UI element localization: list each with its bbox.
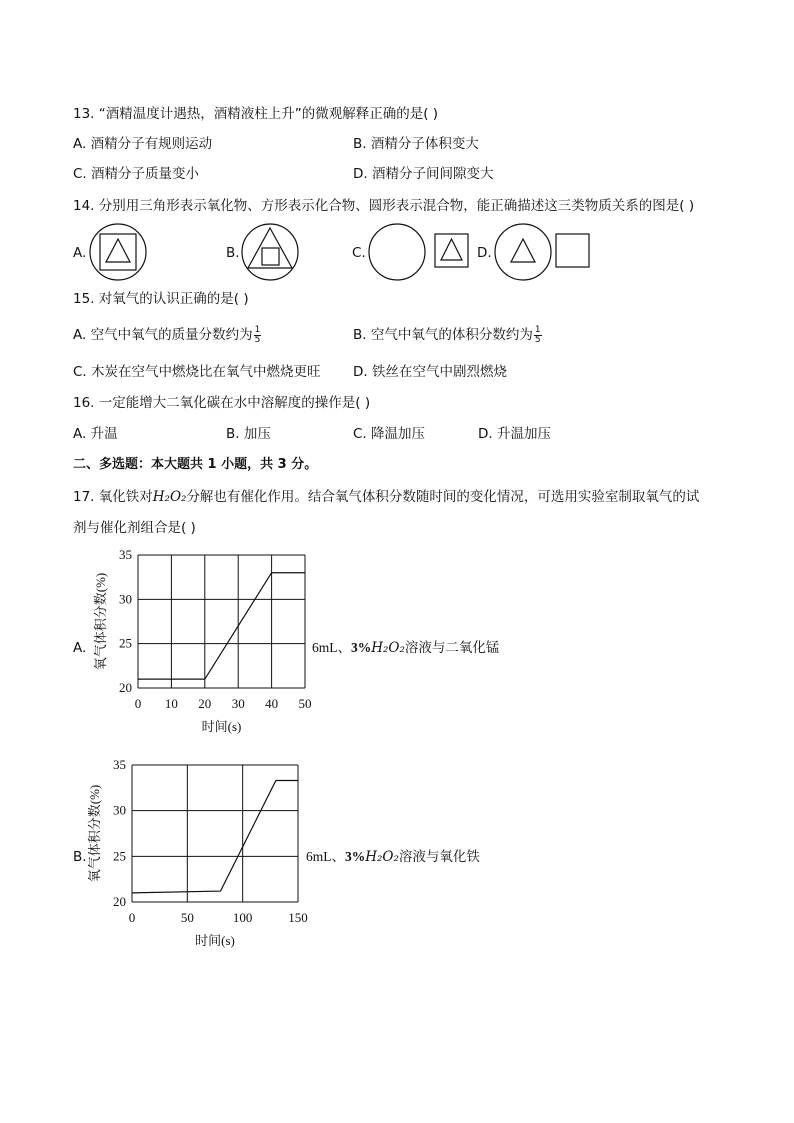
triangle-shape [511,239,535,262]
square-shape [262,248,279,265]
q16-option-d: D. 升温加压 [478,426,551,442]
x-axis-label: 时间(s) [195,933,235,948]
q14-b-diagram [240,222,300,282]
x-tick-label: 0 [134,696,142,711]
q14-d-diagram [493,222,593,282]
circle-shape [495,224,551,280]
q14-option-d: D. [477,245,492,261]
triangle-shape [106,239,130,262]
y-tick-label: 20 [119,680,132,695]
q16-option-c: C. 降温加压 [353,426,426,442]
q17-chart-a [80,545,320,750]
x-tick-label: 20 [198,696,212,711]
x-tick-label: 150 [288,910,308,925]
x-tick-label: 100 [232,910,253,925]
y-axis-label: 氧气体积分数(%) [93,572,108,671]
y-tick-label: 30 [119,591,132,607]
q14-option-c: C. [352,245,366,261]
q14-stem: 14. 分别用三角形表示氧化物、方形表示化合物、圆形表示混合物，能正确描述这三类物质关系的图是( ) [73,198,695,214]
x-tick-label: 0 [128,910,136,925]
q15-option-c: C. 木炭在空气中燃烧比在氧气中燃烧更旺 [73,364,321,380]
q15-option-a-text: A. 空气中氧气的质量分数约为 [73,327,253,343]
q16-option-b: B. 加压 [226,426,271,442]
x-tick-label: 40 [265,696,279,711]
circle-shape [242,224,298,280]
y-tick-label: 30 [113,802,126,818]
q17-option-b-letter: B. [73,849,87,865]
y-tick-label: 20 [113,894,126,909]
q15-option-b [353,325,542,345]
q15-option-a [73,325,261,345]
q13-option-a: A. 酒精分子有规则运动 [73,136,213,152]
q17-option-a-letter: A. [73,640,87,656]
y-tick-label: 35 [113,757,126,772]
y-tick-label: 35 [119,547,132,562]
q14-option-b: B. [226,245,240,261]
fraction-one-fifth: $\frac{1}{5}$ [534,324,541,345]
x-tick-label: 50 [298,696,312,711]
x-axis-label: 时间(s) [201,719,242,734]
x-tick-label: 50 [180,910,194,925]
section-heading: 二、多选题：本大题共 1 小题，共 3 分。 [73,457,318,472]
q16-stem: 16. 一定能增大二氧化碳在水中溶解度的操作是( ) [73,395,371,411]
circle-shape [90,224,146,280]
q14-a-diagram [88,222,148,282]
y-axis-label: 氧气体积分数(%) [87,784,102,883]
q13-option-c: C. 酒精分子质量变小 [73,166,200,182]
x-tick-label: 30 [231,696,245,711]
q13-stem: 13. “酒精温度计遇热，酒精液柱上升”的微观解释正确的是( ) [73,106,439,122]
fraction-one-fifth: $\frac{1}{5}$ [254,324,261,345]
y-tick-label: 25 [119,635,132,651]
q13-option-d: D. 酒精分子间间隙变大 [353,166,494,182]
h2o2-formula: H₂O₂ [152,489,187,505]
y-tick-label: 25 [113,848,126,864]
q17-option-a-label: 6mL、3%H₂O₂溶液与二氧化锰 [312,640,500,656]
circle-shape [369,224,425,280]
oxygen-fraction-line [138,573,305,679]
q15-option-b-text: B. 空气中氧气的体积分数约为 [353,327,533,343]
x-tick-label: 10 [164,696,178,711]
q17-chart-b [80,755,320,960]
q15-option-d: D. 铁丝在空气中剧烈燃烧 [353,364,507,380]
oxygen-fraction-line [132,781,298,893]
square-shape [556,234,589,267]
q17-option-b-label: 6mL、3%H₂O₂溶液与氧化铁 [306,849,480,865]
q13-option-b: B. 酒精分子体积变大 [353,136,479,152]
triangle-shape [441,239,462,260]
q15-stem: 15. 对氧气的认识正确的是( ) [73,291,249,307]
q17-stem-line2: 剂与催化剂组合是( ) [73,520,196,536]
q16-option-a: A. 升温 [73,426,118,442]
q14-c-diagram [367,222,471,282]
q14-option-a: A. [73,245,87,261]
q17-stem-line1: 17. 氧化铁对H₂O₂分解也有催化作用。结合氧气体积分数随时间的变化情况，可选用实验室制取氧气的试 [73,489,700,505]
